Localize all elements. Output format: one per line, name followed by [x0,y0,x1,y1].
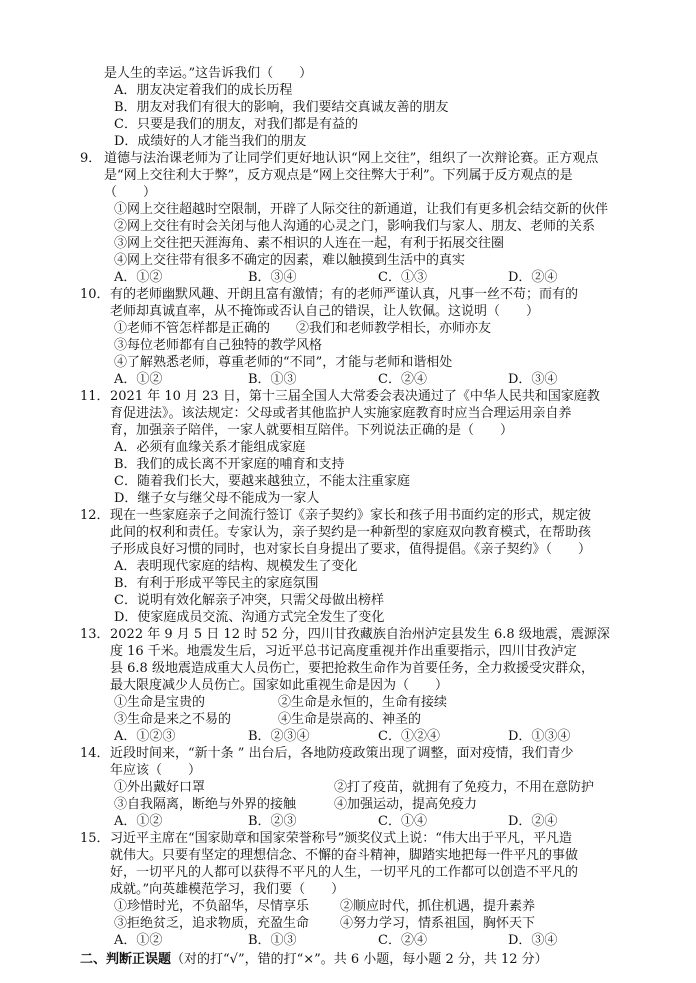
q9-choice-b: B．③④ [248,270,297,285]
q13-item: ④生命是崇高的、神圣的 [278,712,422,727]
q10-choice-a: A．①② [114,372,163,387]
q8-option-b: B．朋友对我们有很大的影响，我们要结交真诚友善的朋友 [114,100,449,115]
q9-stem-line: 道德与法治课老师为了让同学们更好地认识“网上交往”，组织了一次辩论赛。正方观点 [104,151,599,166]
q10-choice-c: C．②④ [378,372,427,387]
q11-stem-line: 育，加强亲子陪伴，一家人就要相互陪伴。下列说法正确的是（ ） [110,423,514,438]
q15-choice-a: A．①② [114,933,163,948]
q14-choice-d: D．②④ [508,814,558,829]
q9-choice-c: C．①③ [378,270,427,285]
q14-item: ①外出戴好口罩 [114,780,206,795]
q10-choice-b: B．①③ [248,372,297,387]
q15-stem-line: 成就。”向英雄模范学习，我们要（ ） [110,882,345,897]
section-heading [80,952,548,968]
q12-stem-line: 此间的权利和责任。专家认为，亲子契约是一种新型的家庭双向教育模式，在帮助孩 [110,525,592,540]
q9-stem-line: （ ） [104,185,157,200]
q9-choice-d: D．②④ [508,270,558,285]
q11-option-a: A．必须有血缘关系才能组成家庭 [114,440,306,455]
q15-number: 15． [80,831,110,846]
q10-item: ①老师不管怎样都是正确的 [114,321,271,336]
q9-number: 9． [80,151,102,166]
q15-item: ④努力学习，情系祖国，胸怀天下 [340,916,536,931]
q13-stem-line: 县 6.8 级地震造成重大人员伤亡，要把抢救生命作为首要任务，全力救援受灾群众， [110,661,594,676]
q14-choice-c: C．①④ [378,814,427,829]
q11-option-c: C．随着我们长大，要越来越独立，不能太注重家庭 [114,474,410,489]
q10-item: ④了解熟悉老师，尊重老师的“不同”，才能与老师和谐相处 [114,355,453,370]
q13-choice-d: D．①③④ [508,729,571,744]
q13-stem-line: 最大限度减少人员伤亡。国家如此重视生命是因为（ ） [110,678,449,693]
q12-stem-line: 现在一些家庭亲子之间流行签订《亲子契约》家长和孩子用书面约定的形式，规定彼 [110,508,592,523]
q10-number: 10． [80,287,110,302]
q15-choice-c: C．②④ [378,933,427,948]
q13-number: 13． [80,627,110,642]
q15-item: ①珍惜时光，不负韶华，尽情享乐 [114,899,310,914]
q11-option-b: B．我们的成长离不开家庭的哺育和支持 [114,457,345,472]
q8-stem-end: 是人生的幸运。”这告诉我们（ ） [104,66,313,81]
q14-item: ③自我隔离，断绝与外界的接触 [114,797,297,812]
q14-stem-line: 近段时间来，“新十条 ” 出台后，各地防疫政策出现了调整，面对疫情，我们青少 [110,746,574,761]
q15-choice-d: D．③④ [508,933,558,948]
q15-choice-b: B．①③ [248,933,297,948]
q15-stem-line: 好，一切平凡的人都可以获得不平凡的人生，一切平凡的工作都可以创造不平凡的 [110,865,579,880]
q14-choice-b: B．②③ [248,814,297,829]
q12-option-d: D．使家庭成员交流、沟通方式完全发生了变化 [114,610,385,625]
q9-item: ①网上交往超越时空限制，开辟了人际交往的新通道，让我们有更多机会结交新的伙伴 [114,202,609,217]
q12-option-b: B．有利于形成平等民主的家庭氛围 [114,576,319,591]
q8-option-a: A．朋友决定着我们的成长历程 [114,83,293,98]
q11-stem-line: 2021 年 10 月 23 日，第十三届全国人大常委会表决通过了《中华人民共和国家庭教 [110,389,600,404]
q12-option-a: A．表明现代家庭的结构、规模发生了变化 [114,559,358,574]
q13-stem-line: 2022 年 9 月 5 日 12 时 52 分，四川甘孜藏族自治州泸定县发生 6.8 级地震，震源深 [110,627,610,642]
section-note: （对的打“√”，错的打“×”。共 6 小题，每小题 2 分，共 12 分） [171,952,548,967]
section-title: 二、判断正误题 [80,952,172,967]
q13-item: ③生命是来之不易的 [114,712,232,727]
q13-choice-b: B．②③④ [248,729,310,744]
q13-choice-a: A．①②③ [114,729,176,744]
q15-item: ③拒绝贫乏，追求物质，充盈生命 [114,916,310,931]
q14-item: ②打了疫苗，就拥有了免疫力，不用在意防护 [334,780,595,795]
q15-item: ②顺应时代，抓住机遇，提升素养 [340,899,536,914]
q9-choice-a: A．①② [114,270,163,285]
q13-choice-c: C．①②④ [378,729,440,744]
q8-option-c: C．只要是我们的朋友，对我们都是有益的 [114,117,358,132]
q13-stem-line: 度 16 千米。地震发生后，习近平总书记高度重视并作出重要指示，四川甘孜泸定 [110,644,577,659]
q10-item: ②我们和老师教学相长，亦师亦友 [296,321,492,336]
q10-item: ③每位老师都有自己独特的教学风格 [114,338,323,353]
q9-stem-line: 是“网上交往利大于弊”，反方观点是“网上交往弊大于利”。下列属于反方观点的是 [104,168,573,183]
q11-number: 11． [80,389,110,404]
q12-option-c: C．说明有效化解亲子冲突，只需父母做出榜样 [114,593,384,608]
q14-number: 14． [80,746,110,761]
q9-item: ②网上交往有时会关闭与他人沟通的心灵之门，影响我们与家人、朋友、老师的关系 [114,219,596,234]
q10-choice-d: D．③④ [508,372,558,387]
q11-stem-line: 育促进法》。该法规定：父母或者其他监护人实施家庭教育时应当合理运用亲自养 [110,406,572,421]
q11-option-d: D．继子女与继父母不能成为一家人 [114,491,320,506]
q15-stem-line: 就伟大。只要有坚定的理想信念、不懈的奋斗精神，脚踏实地把每一件平凡的事做 [110,848,579,863]
q13-item: ①生命是宝贵的 [114,695,206,710]
q15-stem-line: 习近平主席在“国家勋章和国家荣誉称号”颁奖仪式上说：“伟大出于平凡，平凡造 [110,831,572,846]
q13-item: ②生命是永恒的，生命有接续 [278,695,448,710]
q14-choice-a: A．①② [114,814,163,829]
q10-stem-line: 有的老师幽默风趣、开朗且富有激情；有的老师严谨认真，凡事一丝不苟；而有的 [110,287,579,302]
q9-item: ③网上交往把天涯海角、素不相识的人连在一起，有利于拓展交往圈 [114,236,505,251]
q12-stem-line: 子形成良好习惯的同时，也对家长自身提出了要求，值得提倡。《亲子契约》（ ） [110,542,592,557]
q10-stem-line: 老师却真诚直率，从不掩饰或否认自己的错误，让人钦佩。这说明（ ） [110,304,540,319]
q12-number: 12． [80,508,110,523]
q14-item: ④加强运动，提高免疫力 [334,797,478,812]
q8-option-d: D．成绩好的人才能当我们的朋友 [114,134,307,149]
q14-stem-line: 年应该（ ） [110,763,202,778]
q9-item: ④网上交往带有很多不确定的因素，难以触摸到生活中的真实 [114,253,466,268]
